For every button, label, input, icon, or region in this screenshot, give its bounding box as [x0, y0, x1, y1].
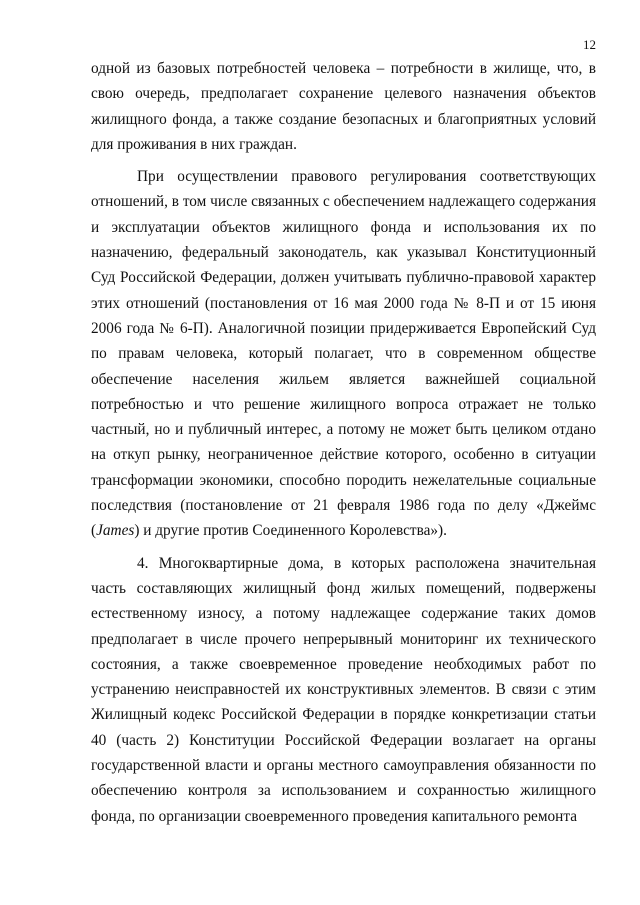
document-body	[91, 56, 596, 829]
paragraph-text: При осуществлении правового регулирования соответствующих отношений, в том числе связанных с обеспечением надлежащего содержания и эксплуатации объектов жилищного фонда и использования их по назначению, федеральный законодатель, как указывал Конституционный Суд Российской Федерации, должен учитывать публично-правовой характер этих отношений (постановления от 16 мая 2000 года № 8-П и от 15 июня 2006 года № 6-П). Аналогичной позиции придерживается Европейский Суд по правам человека, который полагает, что в современном обществе обеспечение населения жильем является важнейшей социальной потребностью и что решение жилищного вопроса отражает не только частный, но и публичный интерес, а потому не может быть целиком отдано на откуп рынку, неограниченное действие которого, особенно в ситуации трансформации экономики, способно породить нежелательные социальные последствия (постановление от 21 февраля 1986 года по делу «Джеймс (	[91, 168, 596, 540]
paragraph-text: одной из базовых потребностей человека – потребности в жилище, что, в свою очередь, предполагает сохранение целевого назначения объектов жилищного фонда, а также создание безопасных и благоприятных условий для проживания в них граждан.	[91, 60, 596, 153]
paragraph-text-end: ) и другие против Соединенного Королевства»).	[134, 522, 447, 540]
paragraph-legal-regulation	[91, 164, 596, 543]
paragraph-apartment-buildings	[91, 551, 596, 829]
page-number: 12	[583, 37, 596, 52]
paragraph-text: 4. Многоквартирные дома, в которых расположена значительная часть составляющих жилищный фонд жилых помещений, подвержены естественному износу, а потому надлежащее содержание таких домов предполагает в числе прочего непрерывный мониторинг их технического состояния, а также своевременное проведение необходимых работ по устранению неисправностей их конструктивных элементов. В связи с этим Жилищный кодекс Российской Федерации в порядке конкретизации статьи 40 (часть 2) Конституции Российской Федерации возлагает на органы государственной власти и органы местного самоуправления обязанности по обеспечению контроля за использованием и сохранностью жилищного фонда, по организации своевременного проведения капитального ремонта	[91, 554, 596, 825]
paragraph-continuation	[91, 56, 596, 157]
case-name-italic: James	[96, 522, 135, 540]
